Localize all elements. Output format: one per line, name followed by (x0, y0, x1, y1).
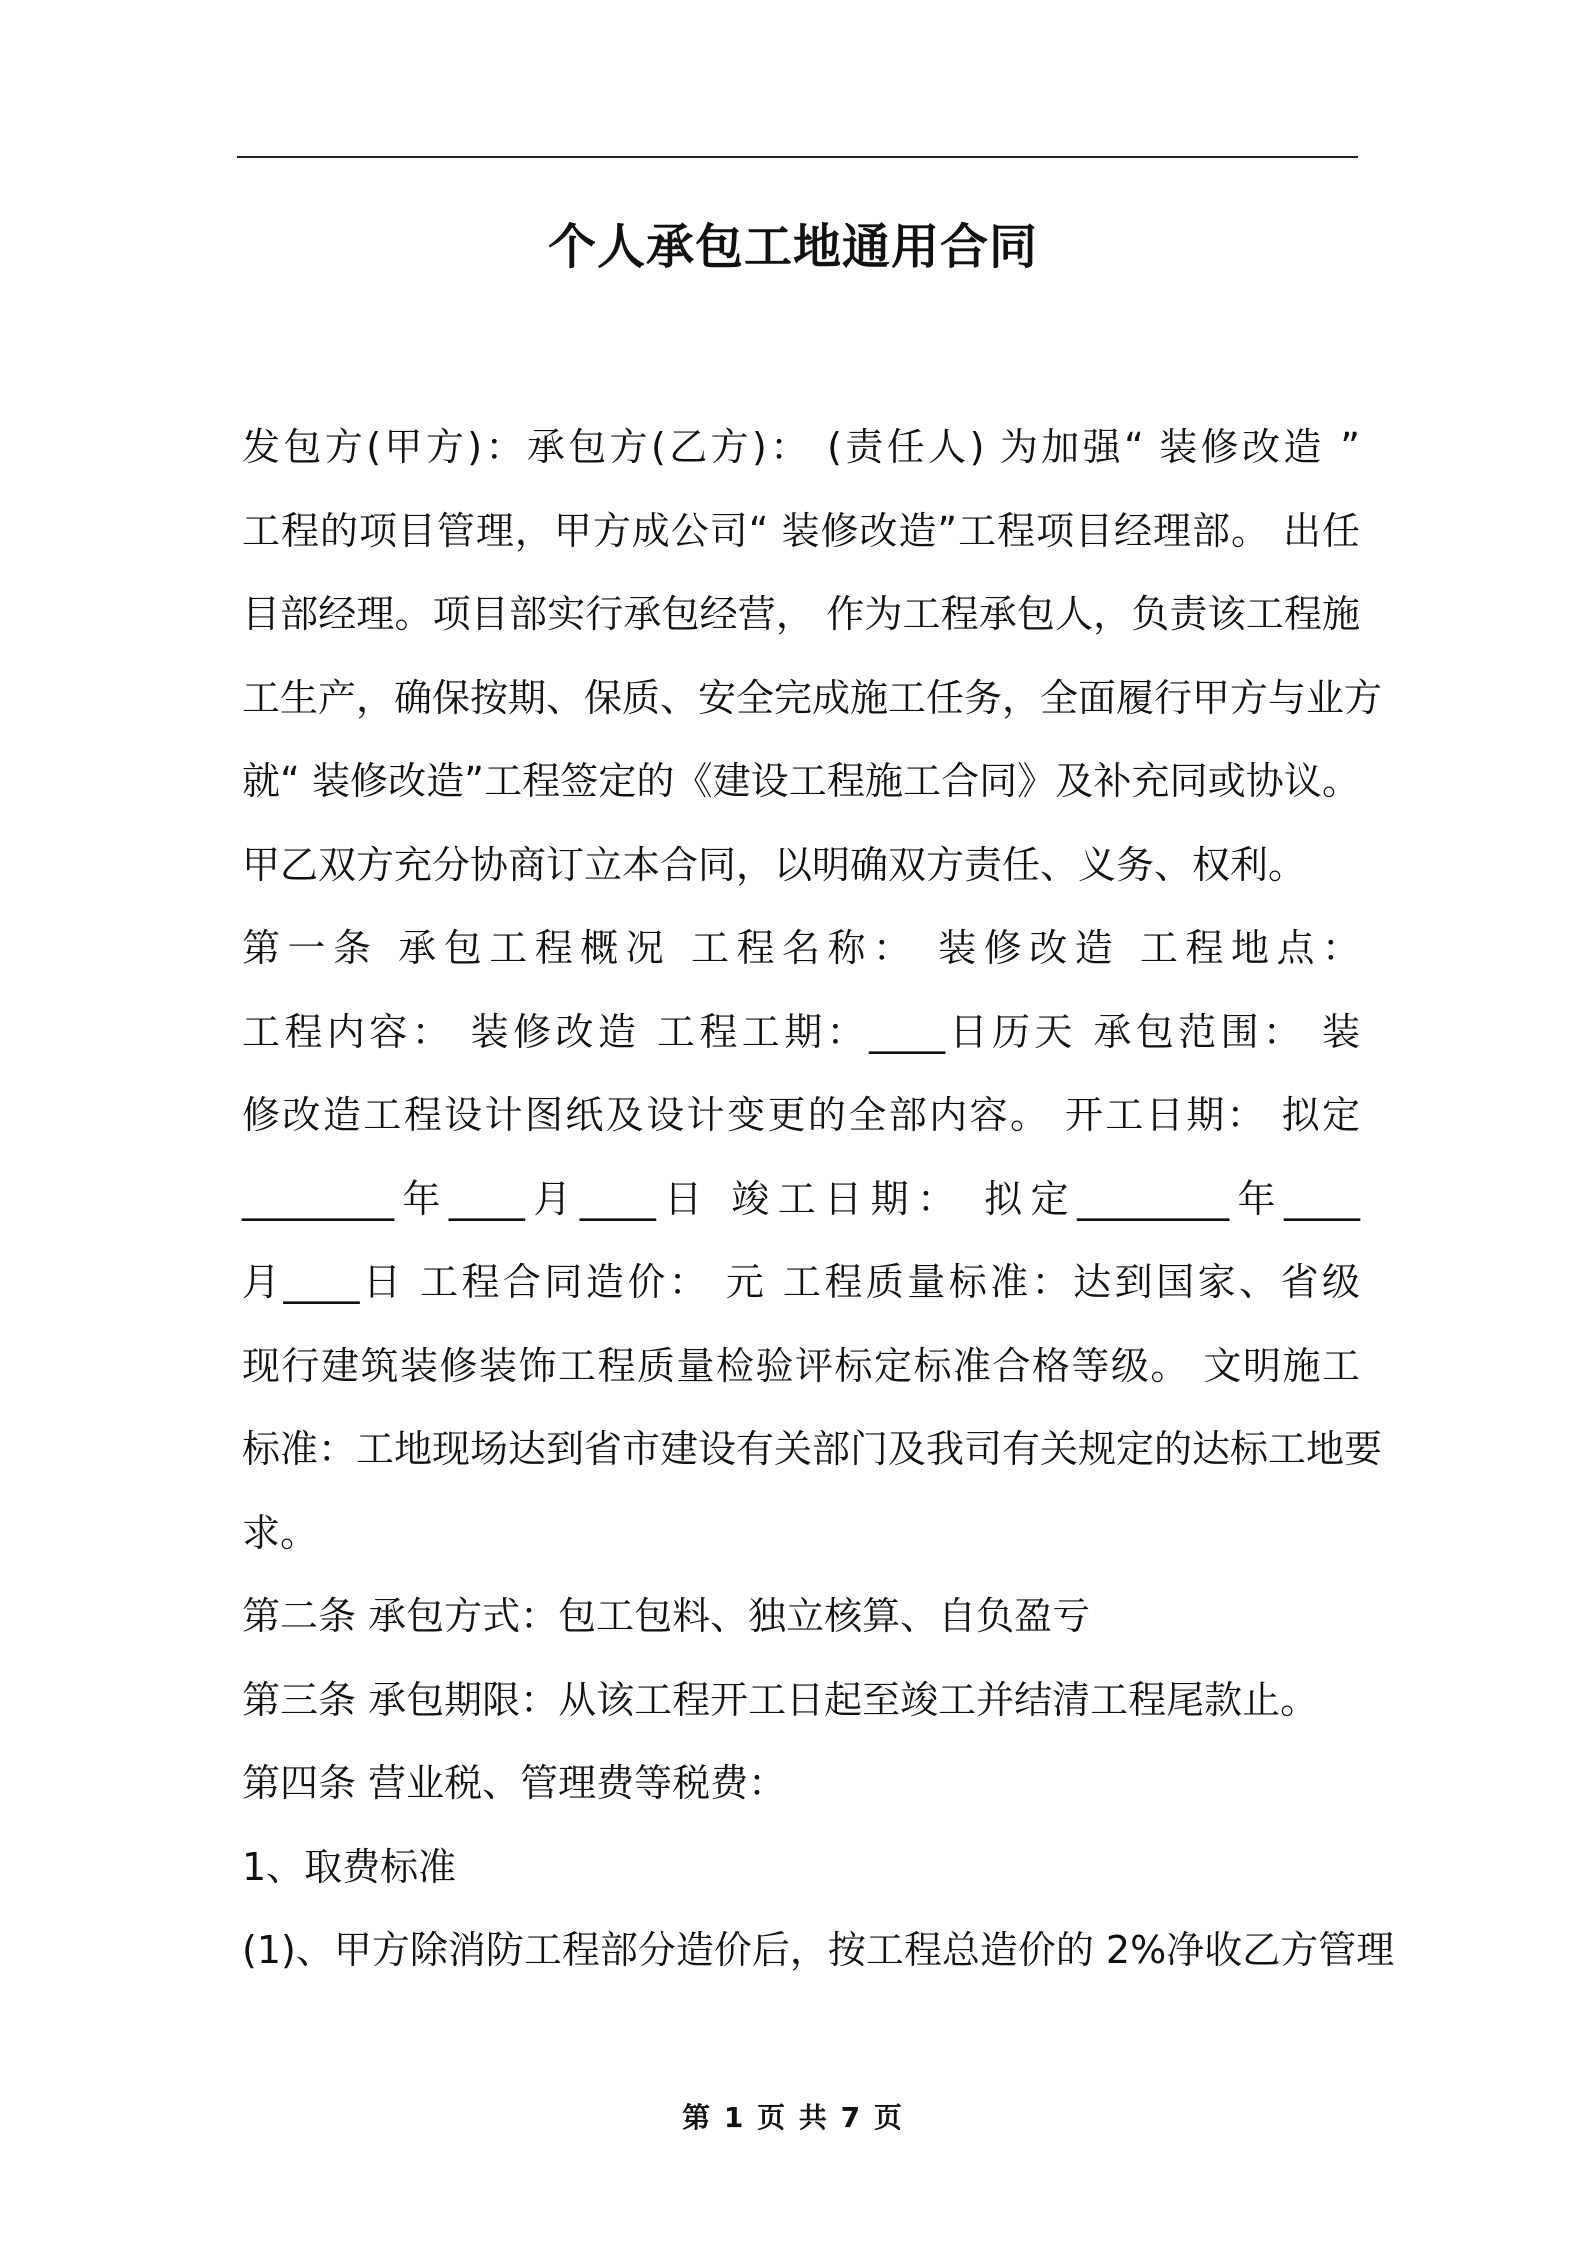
body-line: 工生产，确保按期、保质、安全完成施工任务，全面履行甲方与业方 (242, 675, 1383, 720)
body-line: ________年____月____日 竣工日期： 拟定________年____ (242, 1176, 1360, 1221)
document-body (242, 406, 1395, 1993)
body-line: 现行建筑装修装饰工程质量检验评标定标准合格等级。 文明施工 (242, 1343, 1360, 1388)
body-line: 求。 (242, 1510, 319, 1555)
header-rule (237, 156, 1358, 158)
body-line: 就“ 装修改造”工程签定的《建设工程施工合同》及补充同或协议。 (242, 759, 1360, 803)
body-line: 第四条 营业税、管理费等税费： (242, 1761, 787, 1805)
body-line: 第一条 承包工程概况 工程名称： 装修改造 工程地点： (242, 926, 1360, 970)
body-line: 甲乙双方充分协商订立本合同，以明确双方责任、义务、权利。 (242, 842, 1307, 887)
body-line: 目部经理。项目部实行承包经营， 作为工程承包人，负责该工程施 (242, 592, 1360, 636)
body-line: 工程内容： 装修改造 工程工期：____日历天 承包范围： 装 (242, 1009, 1360, 1054)
body-line: 工程的项目管理，甲方成公司“ 装修改造”工程项目经理部。 出任 (242, 508, 1360, 553)
body-line: (1)、甲方除消防工程部分造价后，按工程总造价的 2%净收乙方管理 (242, 1928, 1395, 1972)
body-line: 第三条 承包期限：从该工程开工日起至竣工并结清工程尾款止。 (242, 1677, 1319, 1722)
document-title: 个人承包工地通用合同 (547, 219, 1038, 275)
body-line: 标准：工地现场达到省市建设有关部门及我司有关规定的达标工地要 (242, 1427, 1383, 1471)
page-footer: 第 1 页 共 7 页 (682, 2101, 904, 2134)
body-line: 修改造工程设计图纸及设计变更的全部内容。 开工日期： 拟定 (242, 1093, 1360, 1137)
body-line: 第二条 承包方式：包工包料、独立核算、自负盈亏 (242, 1594, 1091, 1638)
body-line: 1、取费标准 (242, 1844, 457, 1889)
body-line: 月____日 工程合同造价： 元 工程质量标准：达到国家、省级 (242, 1260, 1360, 1304)
body-line: 发包方(甲方)：承包方(乙方)： (责任人) 为加强“ 装修改造 ” (242, 425, 1360, 469)
